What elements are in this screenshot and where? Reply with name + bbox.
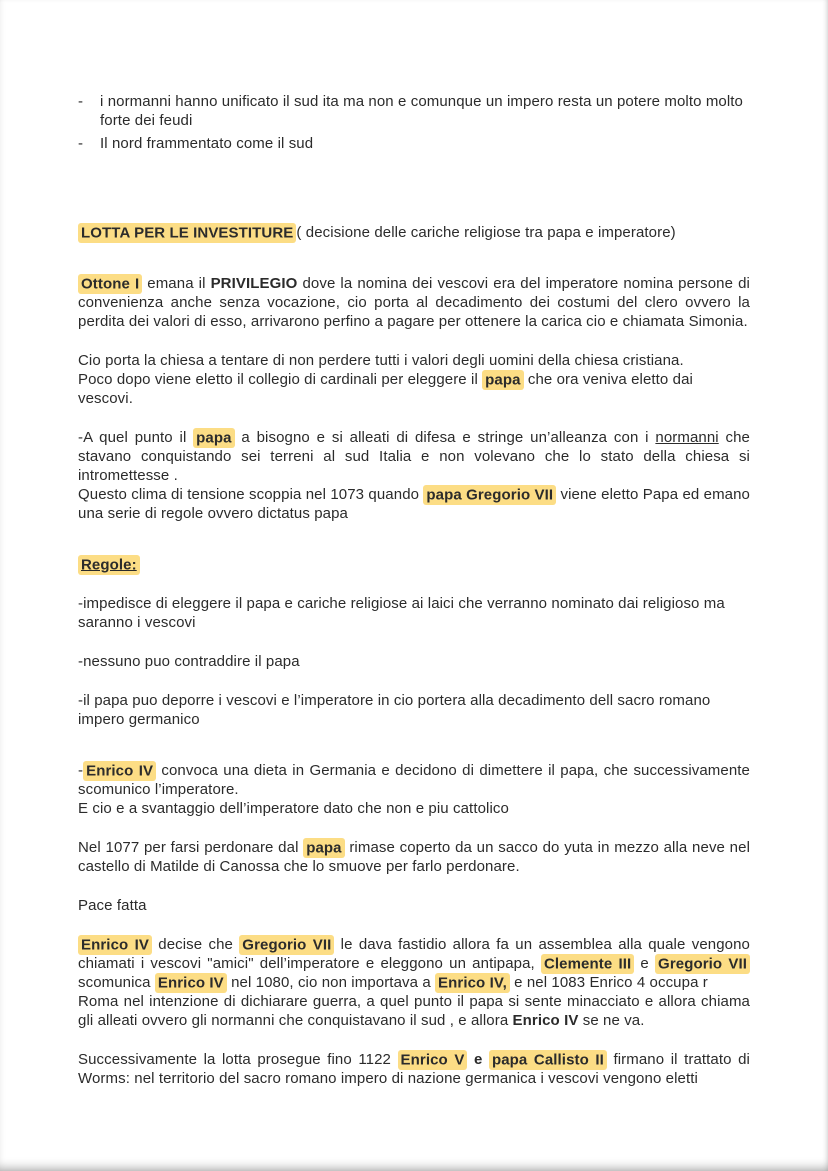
text-run: nel 1080, cio non importava a: [226, 974, 436, 991]
para-worms: [78, 1050, 750, 1088]
regola-3: [78, 691, 750, 729]
text-run: Poco dopo viene eletto il collegio di cardinali per eleggere il: [78, 371, 483, 388]
highlighted-term: Ottone I: [78, 274, 142, 294]
bullet-item: [78, 134, 750, 153]
text-run: Roma nel intenzione di dichiarare guerra, a quel punto il papa si sente minacciato e allora chiama gli alleati ovvero gli normanni che conquistavano il sud , e allora: [78, 993, 750, 1029]
highlighted-term: Enrico IV: [78, 935, 152, 955]
text-run: se ne va.: [578, 1012, 645, 1029]
bold-term: PRIVILEGIO: [210, 275, 298, 292]
bullet-text: [100, 92, 750, 130]
text-run: viene eletto Papa ed emano una serie di regole ovvero dictatus papa: [78, 486, 750, 522]
text-run: Il nord frammentato come il sud: [100, 135, 314, 152]
text-run: Nel 1077 per farsi perdonare dal: [78, 839, 304, 856]
highlighted-term: LOTTA PER LE INVESTITURE: [78, 223, 296, 243]
bullet-item: [78, 92, 750, 130]
text-run: decise che: [151, 936, 240, 953]
highlighted-term: Enrico IV: [83, 761, 156, 781]
text-run: Cio porta la chiesa a tentare di non perdere tutti i valori degli uomini della chiesa cristiana.: [78, 352, 684, 369]
bullet-text: [100, 134, 750, 153]
para-alleanza-normanni: [78, 428, 750, 523]
text-run: e: [634, 955, 656, 972]
highlighted-term: Enrico IV,: [435, 973, 510, 993]
highlighted-term: Regole:: [78, 555, 140, 575]
text-run: Pace fatta: [78, 897, 147, 914]
text-run: Questo clima di tensione scoppia nel 1073 quando: [78, 486, 424, 503]
text-run: -il papa puo deporre i vescovi e l’imperatore in cio portera alla decadimento dell sacro romano impero germanico: [78, 692, 711, 728]
highlighted-term: papa: [303, 838, 344, 858]
highlighted-term: Enrico V: [398, 1050, 468, 1070]
regola-2: [78, 652, 750, 671]
para-pace-fatta: [78, 896, 750, 915]
heading-lotta-investiture: [78, 223, 750, 242]
highlighted-term: Gregorio VII: [655, 954, 750, 974]
para-chiesa-cardinali: [78, 351, 750, 408]
para-ottone-privilegio: [78, 274, 750, 331]
highlighted-term: papa Gregorio VII: [423, 485, 556, 505]
highlighted-term: papa Callisto II: [489, 1050, 607, 1070]
text-run: -nessuno puo contraddire il papa: [78, 653, 300, 670]
text-run: -impedisce di eleggere il papa e cariche religiose ai laici che verranno nominato dai religioso ma saranno i vescovi: [78, 595, 725, 631]
heading-regole: [78, 555, 750, 574]
text-run: che ora veniva eletto dai vescovi.: [78, 371, 693, 407]
text-run: i normanni hanno unificato il sud ita ma non e comunque un impero resta un potere molto molto forte dei feudi: [100, 93, 743, 129]
bullet-dash: -: [78, 93, 84, 110]
intro-bullet-list: [78, 92, 750, 153]
text-run: E cio e a svantaggio dell’imperatore dato che non e piu cattolico: [78, 800, 509, 817]
text-run: Successivamente la lotta prosegue fino 1122: [78, 1051, 398, 1068]
text-run: -: [78, 762, 84, 779]
regola-1: [78, 594, 750, 632]
text-run: dove la nomina dei vescovi era del imperatore nomina persone di convenienza anche senza vocazione, cio porta al decadimento dei costumi del clero ovvero la perdita dei valori di esso, arrivarono perfino a pagare per ottenere la carica cio e chiamata Simonia.: [78, 275, 750, 330]
highlighted-term: papa: [193, 428, 234, 448]
document-content: [78, 92, 750, 1088]
highlighted-term: papa: [482, 370, 523, 390]
text-run: -A quel punto il: [78, 429, 194, 446]
text-run: rimase coperto da un sacco do yuta in mezzo alla neve nel castello di Matilde di Canossa che lo smuove per farlo perdonare.: [78, 839, 750, 875]
text-run: le dava fastidio allora fa un assemblea alla quale vengono chiamati i vescovi "amici" dell’imperatore e eleggono un antipapa,: [78, 936, 750, 972]
para-enrico-dieta: [78, 761, 750, 818]
text-run: emana il: [142, 275, 211, 292]
text-run: convoca una dieta in Germania e decidono di dimettere il papa, che successivamente scomunico l’imperatore.: [78, 762, 750, 798]
text-run: scomunica: [78, 974, 155, 991]
text-run: che stavano conquistando sei terreni al sud Italia e non volevano che lo stato della chiesa si intromettesse .: [78, 429, 751, 484]
text-run: e nel 1083 Enrico 4 occupa r: [509, 974, 708, 991]
highlighted-term: Clemente III: [541, 954, 634, 974]
para-canossa: [78, 838, 750, 876]
bold-term: Enrico IV: [512, 1012, 579, 1029]
bullet-dash: -: [78, 135, 84, 152]
bold-term: e: [467, 1051, 489, 1068]
text-run: a bisogno e si alleati di difesa e stringe un’alleanza con i: [234, 429, 656, 446]
highlighted-term: Gregorio VII: [239, 935, 334, 955]
text-run: firmano il trattato di Worms: nel territorio del sacro romano impero di nazione germanica i vescovi vengono eletti: [78, 1051, 750, 1087]
para-antipapa: [78, 935, 750, 1030]
underlined-term: normanni: [655, 429, 719, 446]
text-run: ( decisione delle cariche religiose tra papa e imperatore): [296, 224, 676, 241]
highlighted-term: Enrico IV: [155, 973, 227, 993]
